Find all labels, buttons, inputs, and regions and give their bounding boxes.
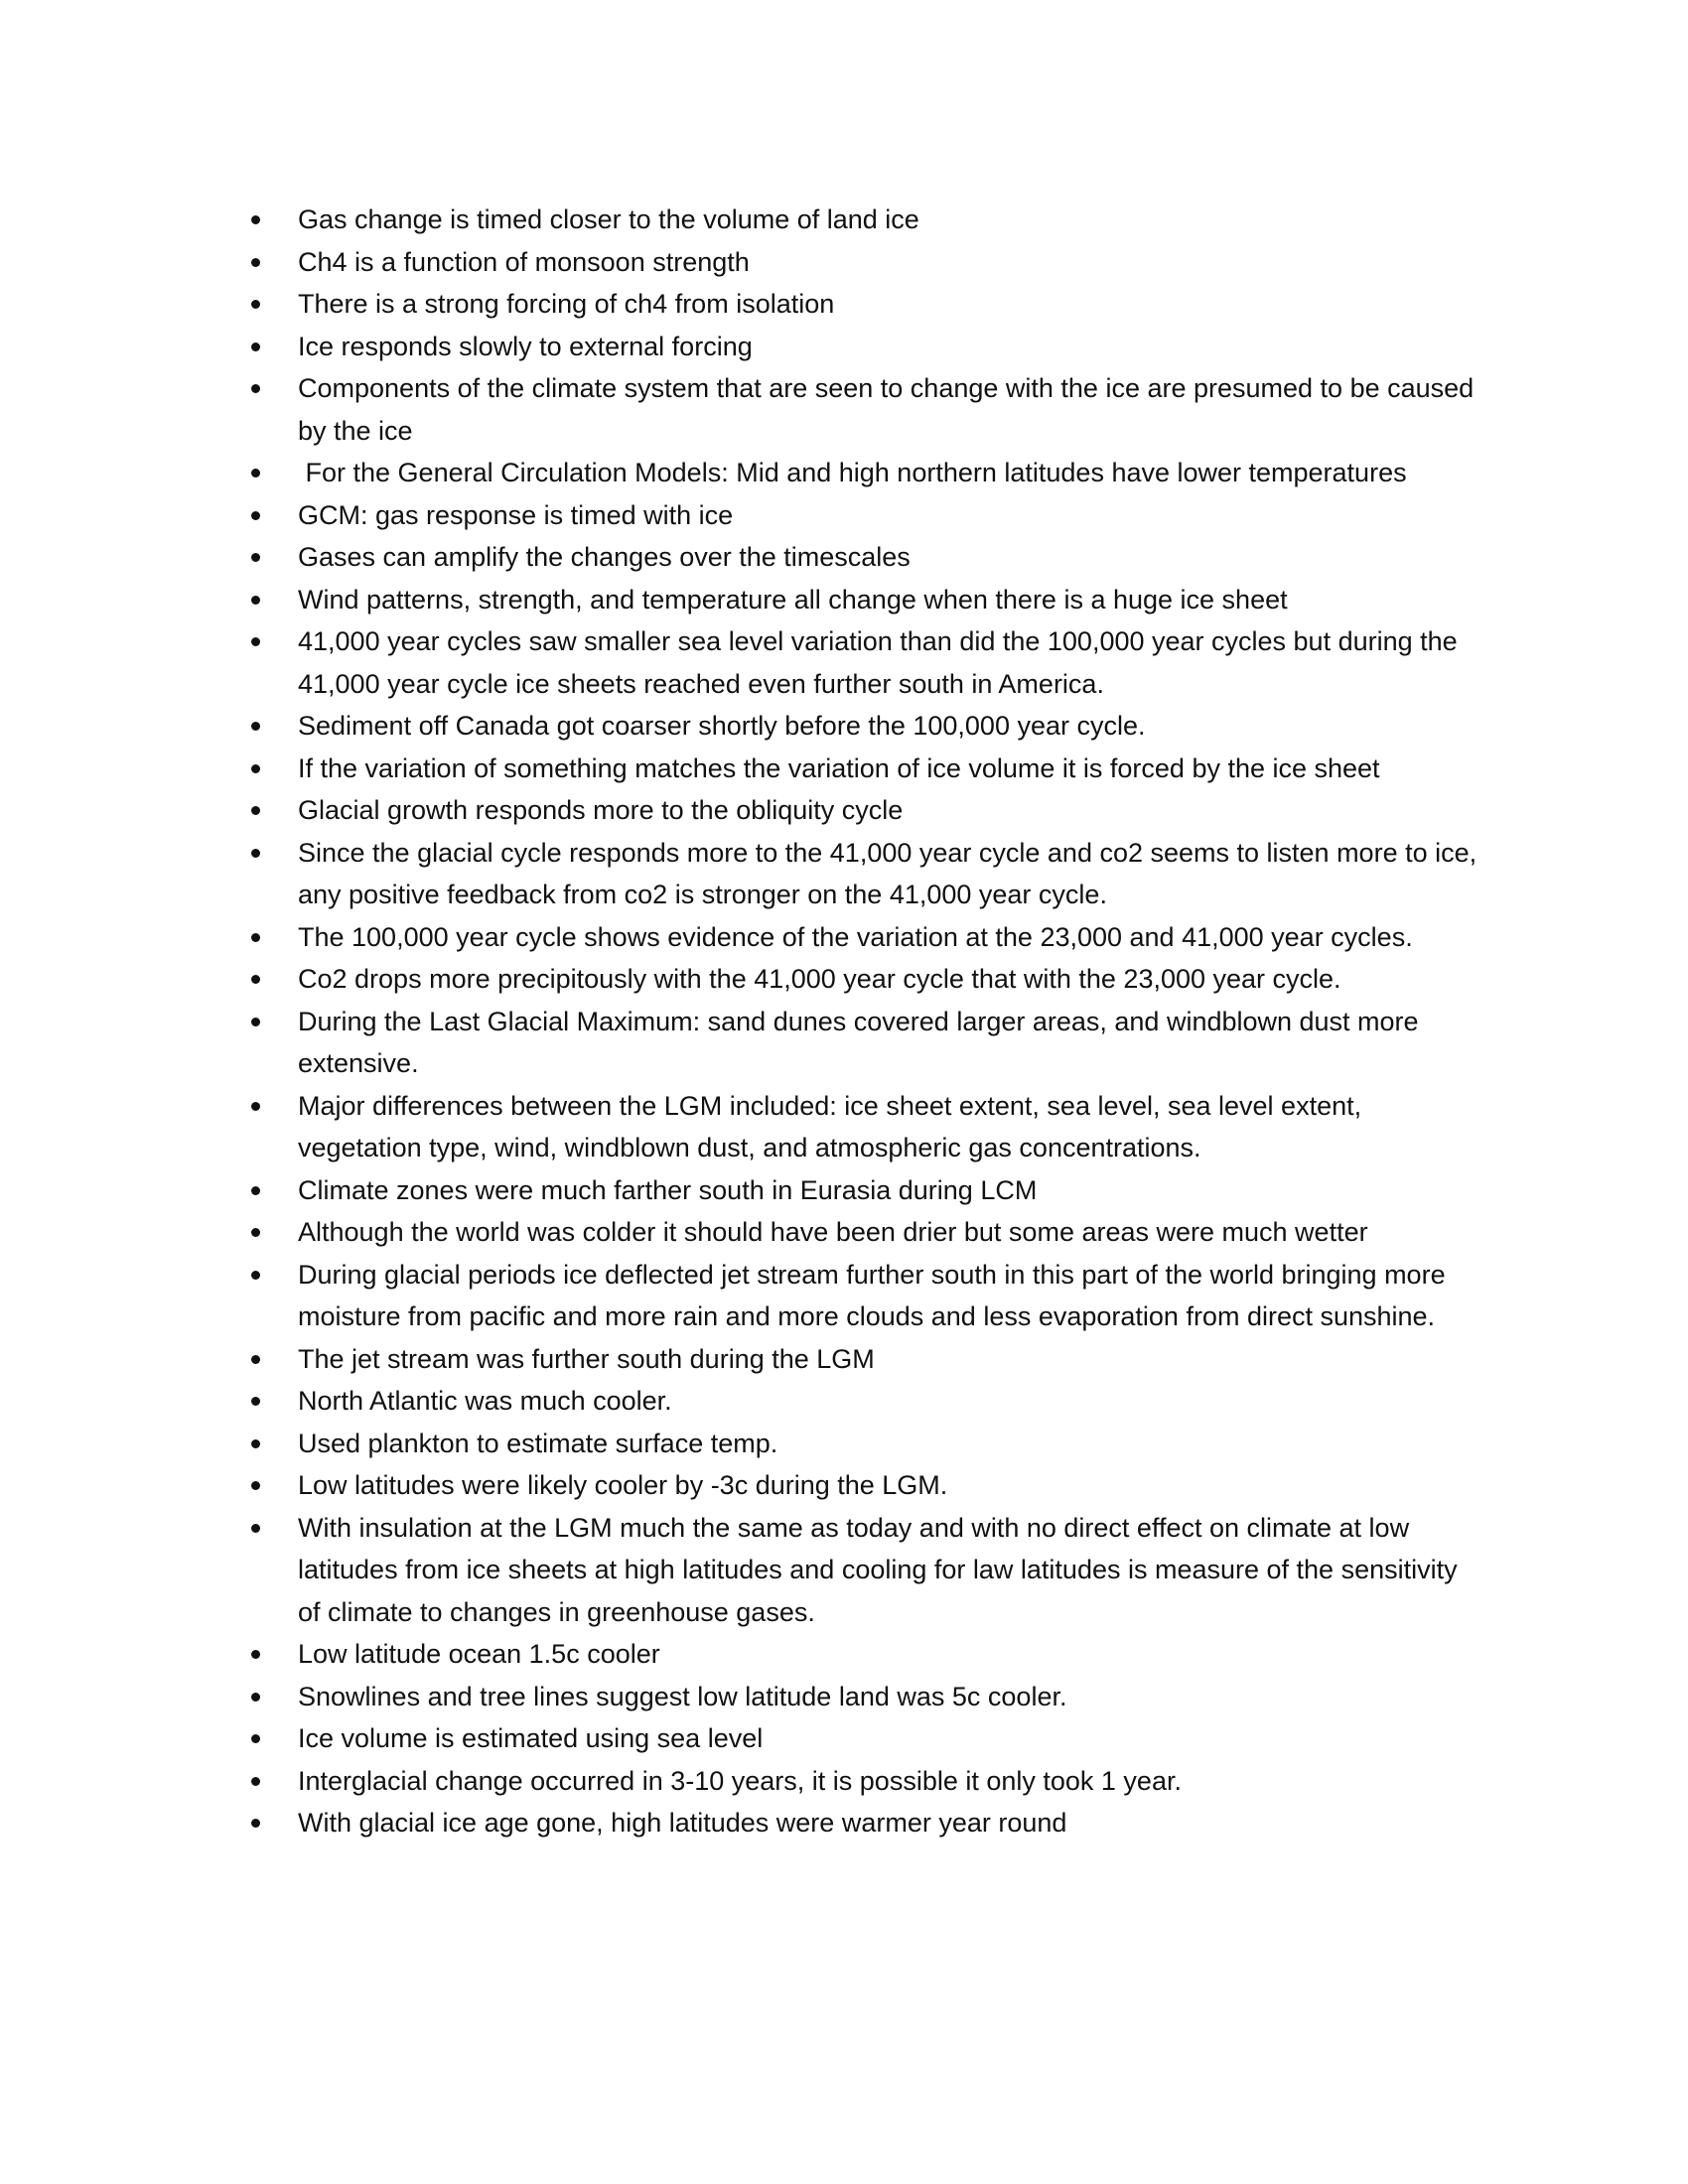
list-item bbox=[248, 748, 1479, 790]
bullet-icon bbox=[251, 806, 260, 815]
bullet-text: Low latitudes were likely cooler by -3c during the LGM. bbox=[298, 1470, 948, 1500]
bullet-text: Ice responds slowly to external forcing bbox=[298, 331, 753, 361]
bullet-icon bbox=[251, 1481, 260, 1490]
bullet-text: During glacial periods ice deflected jet stream further south in this part of the world bringing more moisture from pacific and more rain and more clouds and less evaporation from direct sunshine. bbox=[298, 1259, 1446, 1331]
bullet-text: Major differences between the LGM included: ice sheet extent, sea level, sea level extent, vegetation type, wind, windblown dust, and atmospheric gas concentrations. bbox=[298, 1090, 1362, 1162]
bullet-text: Glacial growth responds more to the obliquity cycle bbox=[298, 795, 904, 825]
bullet-text: 41,000 year cycles saw smaller sea level variation than did the 100,000 year cycles but during the 41,000 year cycle ice sheets reached even further south in America. bbox=[298, 626, 1458, 699]
list-item bbox=[248, 452, 1479, 494]
bullet-text: During the Last Glacial Maximum: sand dunes covered larger areas, and windblown dust more extensive. bbox=[298, 1006, 1419, 1078]
list-item bbox=[248, 1760, 1479, 1803]
bullet-icon bbox=[251, 637, 260, 646]
list-item bbox=[248, 832, 1479, 916]
bullet-icon bbox=[251, 1524, 260, 1533]
list-item bbox=[248, 536, 1479, 579]
bullet-text: For the General Circulation Models: Mid and high northern latitudes have lower temperatures bbox=[298, 458, 1407, 487]
bullet-text: The jet stream was further south during the LGM bbox=[298, 1343, 875, 1374]
list-item bbox=[248, 283, 1479, 326]
list-item bbox=[248, 1423, 1479, 1465]
bullet-text: Snowlines and tree lines suggest low latitude land was 5c cooler. bbox=[298, 1681, 1067, 1711]
bullet-icon bbox=[251, 511, 260, 520]
bullet-text: Co2 drops more precipitously with the 41,000 year cycle that with the 23,000 year cycle. bbox=[298, 964, 1341, 994]
bullet-text: The 100,000 year cycle shows evidence of the variation at the 23,000 and 41,000 year cycles. bbox=[298, 921, 1413, 952]
bullet-text: Low latitude ocean 1.5c cooler bbox=[298, 1639, 660, 1669]
bullet-text: Interglacial change occurred in 3-10 years, it is possible it only took 1 year. bbox=[298, 1765, 1182, 1796]
bullet-icon bbox=[251, 1439, 260, 1448]
bullet-text: Used plankton to estimate surface temp. bbox=[298, 1428, 778, 1458]
list-item bbox=[248, 1717, 1479, 1760]
bullet-text: Wind patterns, strength, and temperature all change when there is a huge ice sheet bbox=[298, 584, 1288, 614]
bullet-icon bbox=[251, 1819, 260, 1828]
list-item bbox=[248, 1380, 1479, 1423]
bullet-icon bbox=[251, 1650, 260, 1659]
bullet-icon bbox=[251, 1397, 260, 1406]
list-item bbox=[248, 1802, 1479, 1844]
bullet-icon bbox=[251, 722, 260, 731]
list-item bbox=[248, 620, 1479, 705]
list-item bbox=[248, 1464, 1479, 1507]
list-item bbox=[248, 1676, 1479, 1718]
bullet-text: Ch4 is a function of monsoon strength bbox=[298, 246, 750, 277]
bullet-icon bbox=[251, 469, 260, 478]
list-item bbox=[248, 1211, 1479, 1254]
bullet-icon bbox=[251, 1186, 260, 1195]
bullet-text: Since the glacial cycle responds more to the 41,000 year cycle and co2 seems to listen more to ice, any positive feedback from co2 is stronger on the 41,000 year cycle. bbox=[298, 837, 1477, 909]
bullet-text: GCM: gas response is timed with ice bbox=[298, 499, 734, 530]
list-item bbox=[248, 1169, 1479, 1212]
list-item bbox=[248, 1085, 1479, 1169]
bullet-icon bbox=[251, 384, 260, 393]
bullet-icon bbox=[251, 764, 260, 773]
bullet-icon bbox=[251, 933, 260, 942]
bullet-text: If the variation of something matches the variation of ice volume it is forced by the ice sheet bbox=[298, 752, 1380, 783]
bullet-icon bbox=[251, 1355, 260, 1364]
list-item bbox=[248, 1338, 1479, 1381]
bullet-icon bbox=[251, 1734, 260, 1743]
list-item bbox=[248, 199, 1479, 241]
list-item bbox=[248, 1254, 1479, 1338]
bullet-icon bbox=[251, 596, 260, 605]
list-item bbox=[248, 789, 1479, 832]
bullet-icon bbox=[251, 1102, 260, 1111]
bullet-text: Components of the climate system that are seen to change with the ice are presumed to be caused by the ice bbox=[298, 373, 1475, 446]
bullet-text: Sediment off Canada got coarser shortly before the 100,000 year cycle. bbox=[298, 711, 1146, 741]
bullet-text: Although the world was colder it should have been drier but some areas were much wetter bbox=[298, 1217, 1368, 1247]
list-item bbox=[248, 705, 1479, 748]
list-item bbox=[248, 326, 1479, 368]
list-item bbox=[248, 958, 1479, 1001]
bullet-icon bbox=[251, 300, 260, 309]
list-item bbox=[248, 916, 1479, 959]
list-item bbox=[248, 367, 1479, 452]
bullet-text: There is a strong forcing of ch4 from isolation bbox=[298, 289, 835, 319]
bullet-icon bbox=[251, 975, 260, 984]
list-item bbox=[248, 1001, 1479, 1085]
bullet-icon bbox=[251, 1228, 260, 1237]
list-item bbox=[248, 494, 1479, 537]
bullet-icon bbox=[251, 1018, 260, 1026]
list-item bbox=[248, 241, 1479, 284]
bullet-icon bbox=[251, 553, 260, 562]
bullet-icon bbox=[251, 342, 260, 351]
bullet-icon bbox=[251, 258, 260, 267]
bullet-list bbox=[248, 199, 1479, 1844]
bullet-icon bbox=[251, 1693, 260, 1702]
bullet-text: North Atlantic was much cooler. bbox=[298, 1386, 672, 1416]
bullet-text: Climate zones were much farther south in Eurasia during LCM bbox=[298, 1174, 1038, 1205]
bullet-text: Gases can amplify the changes over the timescales bbox=[298, 542, 911, 572]
bullet-text: Ice volume is estimated using sea level bbox=[298, 1723, 764, 1753]
bullet-icon bbox=[251, 215, 260, 224]
list-item bbox=[248, 579, 1479, 621]
bullet-icon bbox=[251, 849, 260, 858]
bullet-icon bbox=[251, 1271, 260, 1280]
list-item bbox=[248, 1507, 1479, 1634]
bullet-icon bbox=[251, 1777, 260, 1786]
bullet-text: With insulation at the LGM much the same as today and with no direct effect on climate at low latitudes from ice sheets at high latitudes and cooling for law latitudes is measure of the sensitivity of climate to changes in greenhouse gases. bbox=[298, 1512, 1458, 1627]
bullet-text: Gas change is timed closer to the volume of land ice bbox=[298, 205, 919, 234]
list-item bbox=[248, 1633, 1479, 1676]
bullet-text: With glacial ice age gone, high latitudes were warmer year round bbox=[298, 1808, 1067, 1838]
